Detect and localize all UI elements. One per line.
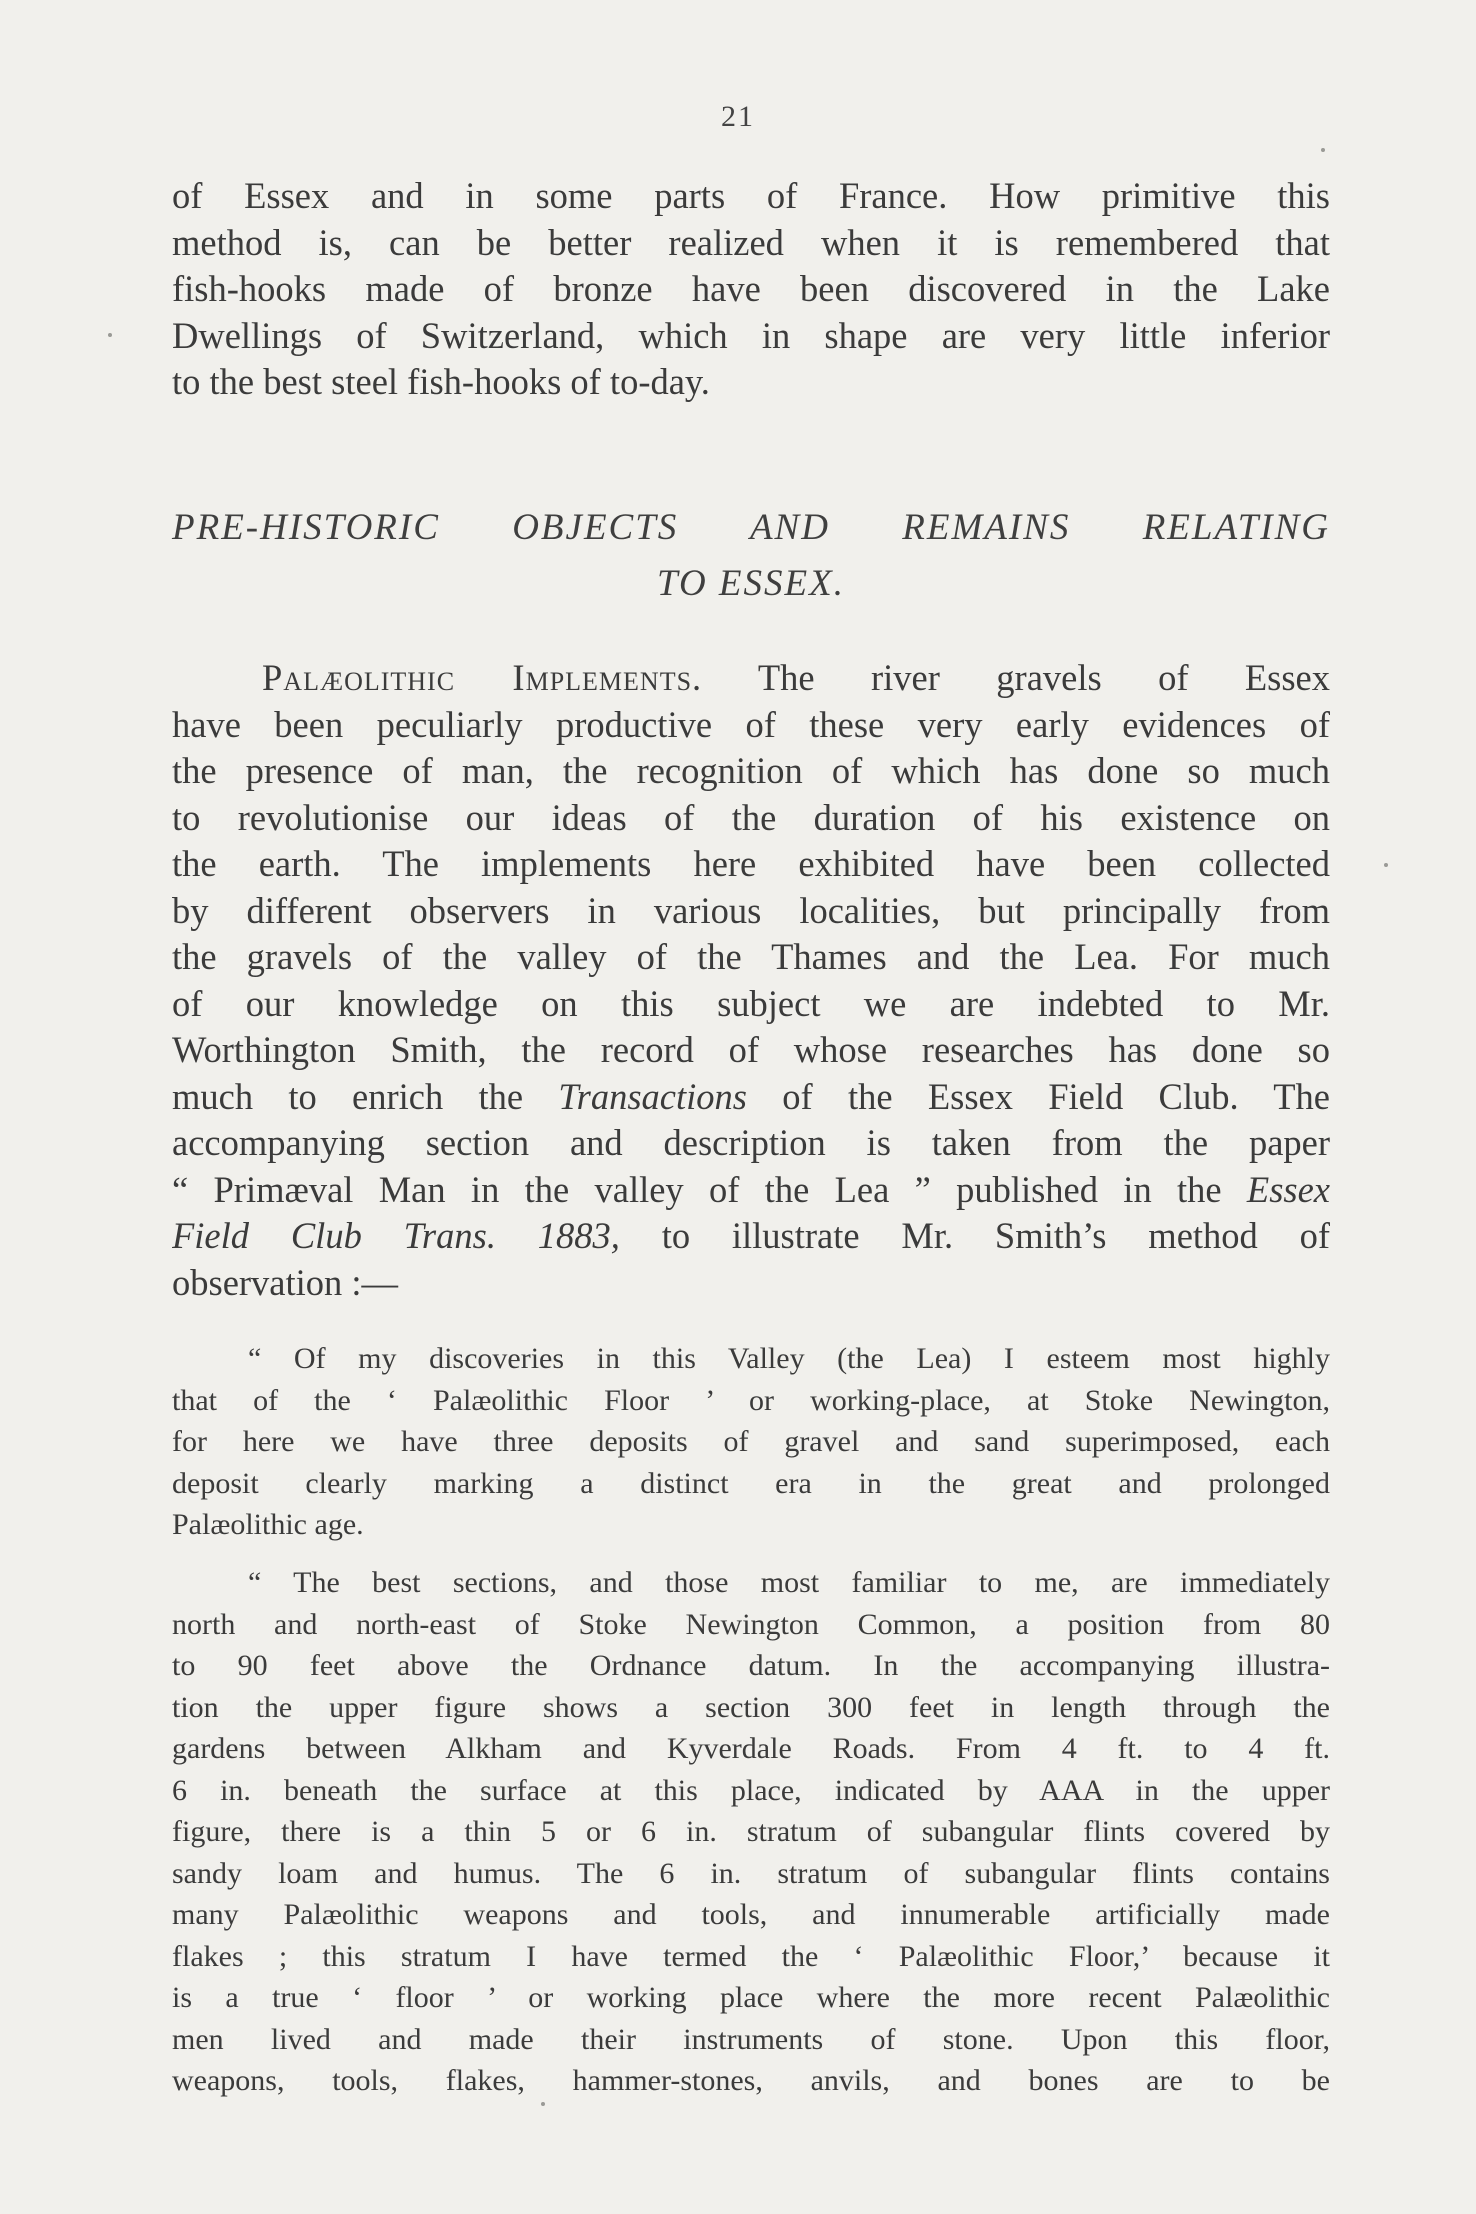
main-line-citation-cont [172,1213,1330,1260]
intro-line: to the best steel fish-hooks of to-day. [172,361,710,402]
main-line: the earth. The implements here exhibited have been collected [172,843,1330,884]
intro-line: Dwellings of Switzerland, which in shape are very little inferior [172,314,1330,356]
main-line: accompanying section and description is taken from the paper [172,1122,1330,1163]
quote-line: sandy loam and humus. The 6 in. stratum of subangular flints contains [172,1856,1330,1890]
paper-speck [1321,148,1325,152]
main-line-citation [172,1167,1330,1214]
main-line: Worthington Smith, the record of whose researches has done so [172,1029,1330,1070]
quote-line: many Palæolithic weapons and tools, and innumerable artificially made [172,1898,1330,1931]
main-line-text: of the Essex Field Club. The [782,1075,1330,1117]
quote-line: north and north-east of Stoke Newington Common, a position from 80 [172,1607,1330,1641]
main-line: observation :— [172,1261,399,1303]
journal-title-cont: Field Club Trans. 1883, [172,1215,620,1256]
main-line: to revolutionise our ideas of the duration of his existence on [172,796,1330,838]
paper-speck [541,2102,545,2106]
quote-line: gardens between Alkham and Kyverdale Roads. From 4 ft. to 4 ft. [172,1732,1330,1765]
quote-line: Palæolithic age. [172,1508,364,1541]
section-heading-line-1: PRE-HISTORIC OBJECTS AND REMAINS RELATING [172,507,1330,548]
quote-line: men lived and made their instruments of stone. Upon this floor, [172,2022,1330,2056]
quote-line: “ Of my discoveries in this Valley (the Lea) I esteem most highly [248,1342,1330,1375]
quote-line: to 90 feet above the Ordnance datum. In the accompanying illustra- [172,1649,1330,1682]
main-line: the gravels of the valley of the Thames and the Lea. For much [172,936,1330,977]
lead-in-heading: Palæolithic Implements. [262,657,703,698]
main-line-text: to illustrate Mr. Smith’s method of [661,1215,1330,1256]
main-line-text: much to enrich the [172,1075,524,1117]
main-line-text: “ Primæval Man in the valley of the Lea ” published in the [172,1168,1222,1210]
section-heading [172,500,1330,612]
main-paragraph [172,655,1330,1306]
paper-speck [1384,863,1388,867]
quote-line: “ The best sections, and those most familiar to me, are immediately [248,1566,1330,1599]
quote-line: for here we have three deposits of gravel and sand superimposed, each [172,1425,1330,1458]
section-heading-line-2: TO ESSEX. [657,563,845,604]
main-line: have been peculiarly productive of these very early evidences of [172,703,1330,745]
journal-title: Essex [1246,1168,1330,1210]
intro-line: method is, can be better realized when it is remembered that [172,221,1330,263]
quote-line: flakes ; this stratum I have termed the ‘ Palæolithic Floor,’ because it [172,1939,1330,1973]
main-line: of our knowledge on this subject we are indebted to Mr. [172,982,1330,1024]
intro-paragraph [172,173,1330,406]
quote-line: that of the ‘ Palæolithic Floor ’ or working-place, at Stoke Newington, [172,1383,1330,1417]
intro-line: of Essex and in some parts of France. How primitive this [172,175,1330,216]
transactions-title: Transactions [558,1075,747,1117]
quote-paragraph-2 [172,1562,1330,2102]
quote-line: deposit clearly marking a distinct era in the great and prolonged [172,1466,1330,1500]
quote-line: tion the upper figure shows a section 300 feet in length through the [172,1690,1330,1724]
main-line-transactions [172,1074,1330,1121]
main-line-first [172,655,1330,702]
page-number: 21 [721,100,755,133]
quote-line: weapons, tools, flakes, hammer-stones, anvils, and bones are to be [172,2064,1330,2097]
main-line: by different observers in various localities, but principally from [172,889,1330,931]
main-line-first-rest: The river gravels of Essex [757,657,1330,698]
paper-speck [108,333,112,337]
quote-paragraph-1 [172,1338,1330,1546]
quote-line: 6 in. beneath the surface at this place, indicated by AAA in the upper [172,1773,1330,1807]
quote-line: figure, there is a thin 5 or 6 in. stratum of subangular flints covered by [172,1815,1330,1848]
quote-line: is a true ‘ floor ’ or working place where the more recent Palæolithic [172,1981,1330,2014]
main-line: the presence of man, the recognition of which has done so much [172,750,1330,791]
intro-line: fish-hooks made of bronze have been discovered in the Lake [172,268,1330,309]
